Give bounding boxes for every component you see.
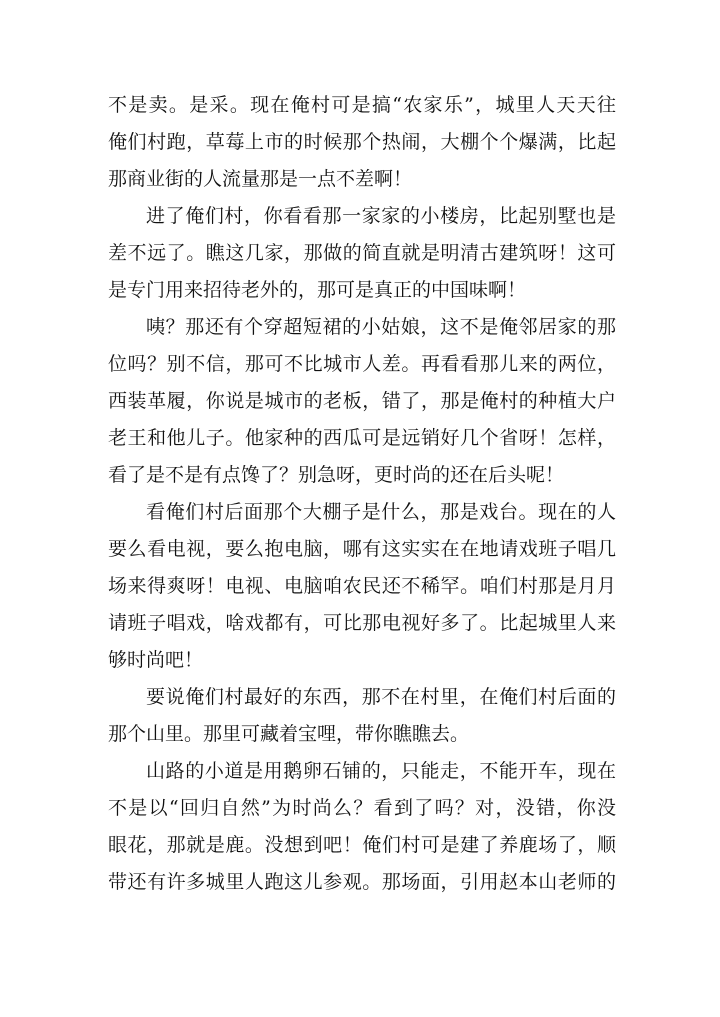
paragraph-start-line: 要说俺们村最好的东西，那不在村里，在俺们村后面的 xyxy=(146,686,616,708)
text-line: 请班子唱戏，啥戏都有，可比那电视好多了。比起城里人来 xyxy=(108,612,616,634)
paragraph-start-line: 山路的小道是用鹅卵石铺的，只能走，不能开车，现在 xyxy=(146,760,616,782)
paragraph-start-line: 进了俺们村，你看看那一家家的小楼房，比起别墅也是 xyxy=(146,205,616,227)
text-line: 俺们村跑，草莓上市的时候那个热闹，大棚个个爆满，比起 xyxy=(108,131,616,153)
document-body xyxy=(108,87,616,901)
text-line: 不是以“回归自然”为时尚么？看到了吗？对，没错，你没 xyxy=(108,797,616,819)
text-line: 老王和他儿子。他家种的西瓜可是远销好几个省呀！怎样， xyxy=(108,427,616,449)
text-line: 眼花，那就是鹿。没想到吧！俺们村可是建了养鹿场了，顺 xyxy=(108,834,616,856)
paragraph-start-line: 咦？那还有个穿超短裙的小姑娘，这不是俺邻居家的那 xyxy=(146,316,616,338)
text-line: 差不远了。瞧这几家，那做的简直就是明清古建筑呀！这可 xyxy=(108,242,616,264)
text-line: 位吗？别不信，那可不比城市人差。再看看那儿来的两位， xyxy=(108,353,616,375)
text-line: 场来得爽呀！电视、电脑咱农民还不稀罕。咱们村那是月月 xyxy=(108,575,616,597)
text-line: 带还有许多城里人跑这儿参观。那场面，引用赵本山老师的 xyxy=(108,871,616,893)
text-line: 不是卖。是采。现在俺村可是搞“农家乐”，城里人天天往 xyxy=(108,94,616,116)
text-line: 那商业街的人流量那是一点不差啊！ xyxy=(108,168,413,190)
text-line: 够时尚吧！ xyxy=(108,649,204,671)
text-line: 西装革履，你说是城市的老板，错了，那是俺村的种植大户 xyxy=(108,390,616,412)
text-line: 是专门用来招待老外的，那可是真正的中国味啊！ xyxy=(108,279,527,301)
text-line: 看了是不是有点馋了？别急呀，更时尚的还在后头呢！ xyxy=(108,464,565,486)
text-line: 那个山里。那里可藏着宝哩，带你瞧瞧去。 xyxy=(108,723,470,745)
text-line: 要么看电视，要么抱电脑，哪有这实实在在地请戏班子唱几 xyxy=(108,538,616,560)
paragraph-start-line: 看俺们村后面那个大棚子是什么，那是戏台。现在的人 xyxy=(146,501,616,523)
